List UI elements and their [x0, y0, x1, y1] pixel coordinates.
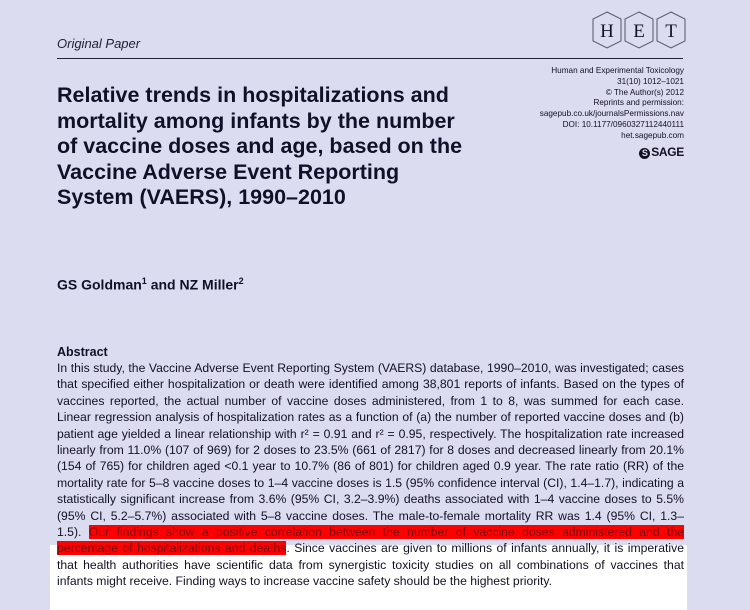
abstract-text-before: In this study, the Vaccine Adverse Event Reporting System (VAERS) database, 1990–2010, was investigated; cases that specified either hospitalization or death were identified among 38,801 reports of infants. Based on the types of vaccines reported, the actual number of vaccine doses administered, from 1 to 8, was summed for each case. Linear regression analysis of hospitalization rates as a function of (a) the number of reported vaccine doses and (b) patient age yielded a linear relationship with r² = 0.91 and r² = 0.95, respectively. The hospitalization rate increased linearly from 11.0% (107 of 969) for 2 doses to 23.5% (661 of 2817) for 8 doses and decreased linearly from 20.1% (154 of 765) for children aged <0.1 year to 10.7% (86 of 801) for children aged 0.9 year. The rate ratio (RR) of the mortality rate for 5–8 vaccine doses to 1–4 vaccine doses is 1.5 (95% confidence interval (CI), 1.4–1.7), indicating a statistically significant increase from 3.6% (95% CI, 3.2–3.9%) deaths associated with 1–4 vaccine doses to 5.5% (95% CI, 5.2–5.7%) associated with 5–8 vaccine doses. The male-to-female mortality RR was 1.4 (95% CI, 1.3–1.5).: [57, 361, 684, 540]
het-logo: [591, 10, 691, 50]
author-1-affiliation: 1: [141, 276, 147, 286]
author-1: GS Goldman: [57, 276, 142, 293]
abstract-text-after: . Since vaccines are given to millions of infants annually, it is imperative that health authorities have scientific data from synergistic toxicity studies on all combinations of vaccines that infants might receive. Finding ways to increase vaccine safety should be the highest priority.: [57, 541, 684, 589]
paper-title: Relative trends in hospitalizations and mortality among infants by the number of vaccine doses and age, based on the Vaccine Adverse Event Reporting System (VAERS), 1990–2010: [57, 83, 463, 209]
journal-website-link[interactable]: het.sagepub.com: [621, 130, 684, 140]
logo-letter-t: T: [665, 21, 677, 42]
journal-info: [540, 66, 684, 142]
authors: [57, 276, 244, 293]
abstract-text: [57, 360, 684, 590]
white-background-block-bottom: [50, 593, 400, 610]
sage-text: SAGE: [651, 145, 684, 159]
logo-letter-e: E: [633, 21, 645, 42]
permissions-link[interactable]: sagepub.co.uk/journalsPermissions.nav: [539, 109, 684, 119]
sage-logo: [639, 145, 684, 159]
journal-volume: 31(10) 1012–1021: [617, 76, 684, 86]
header-rule: [57, 58, 407, 59]
journal-name: Human and Experimental Toxicology: [551, 66, 684, 75]
highlighted-finding: Our findings show a positive correlation between the number of vaccine doses administered and the percentage of hospitalizations and deaths: [57, 525, 685, 556]
original-paper-label: Original Paper: [57, 36, 141, 51]
author-2-affiliation: 2: [238, 276, 244, 286]
reprints-label: Reprints and permission:: [593, 98, 684, 108]
abstract-heading: Abstract: [57, 345, 108, 359]
sage-mark-icon: S: [639, 148, 650, 159]
copyright: © The Author(s) 2012: [605, 87, 684, 97]
doi: DOI: 10.1177/0960327112440111: [562, 119, 684, 129]
authors-conjunction: and: [146, 276, 180, 293]
author-2: NZ Miller: [179, 276, 239, 293]
logo-letter-h: H: [600, 21, 614, 42]
header-rule-right: [407, 58, 683, 59]
